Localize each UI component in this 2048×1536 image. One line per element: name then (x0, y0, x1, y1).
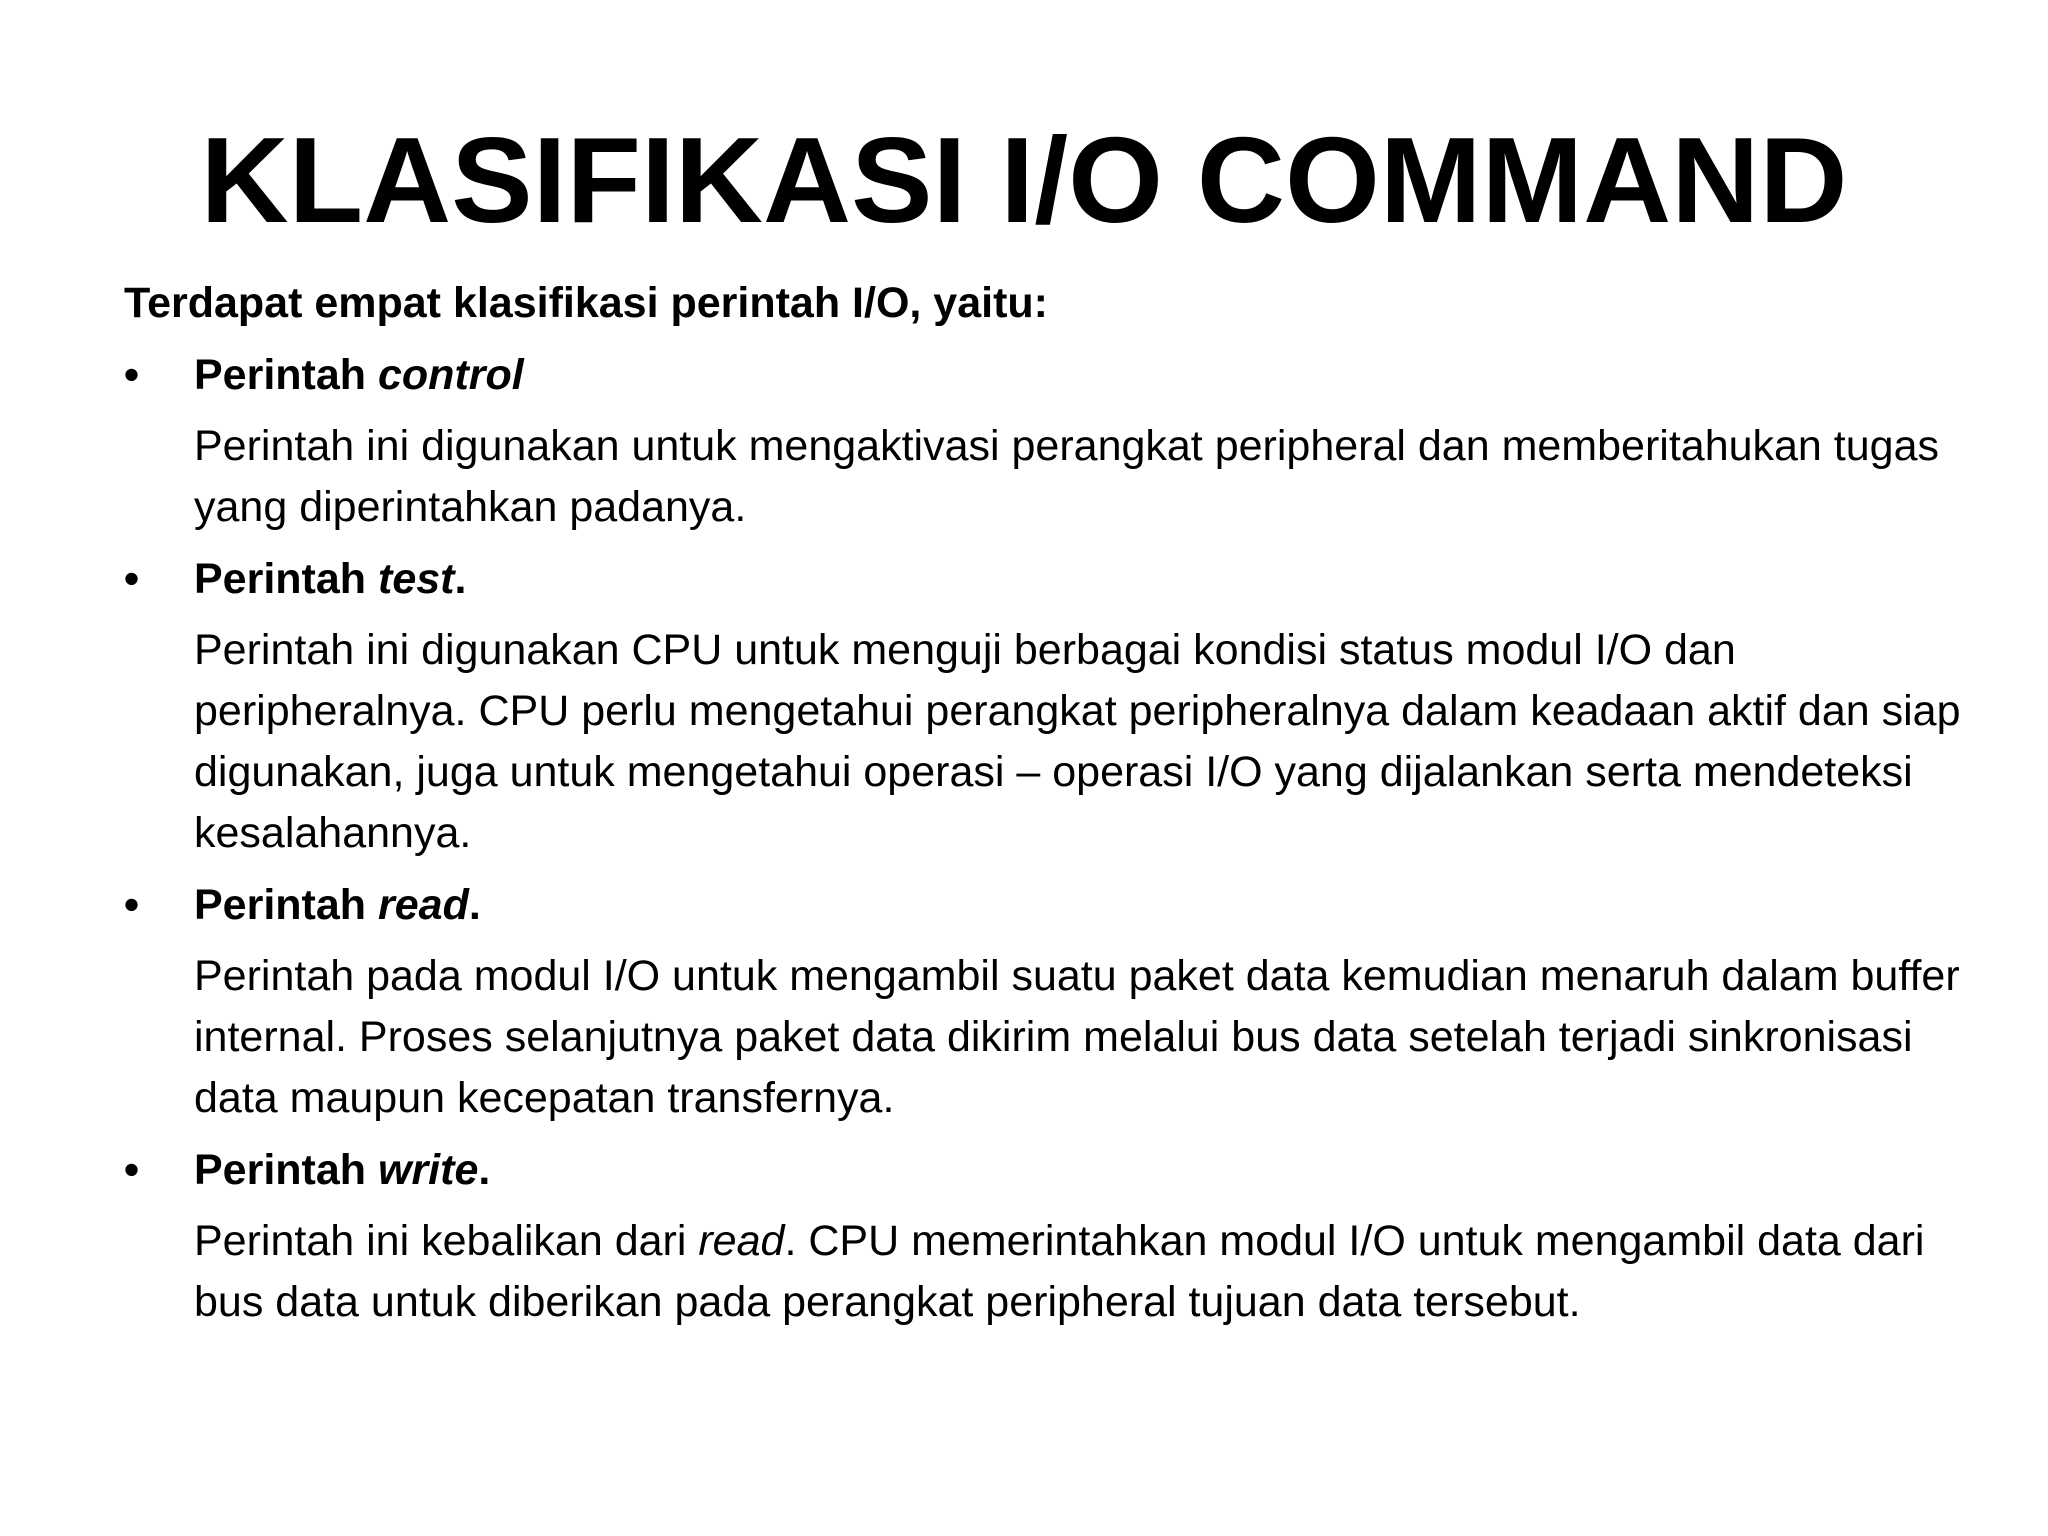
item-heading-prefix: Perintah (194, 1146, 378, 1194)
list-item-test (124, 548, 1964, 864)
item-description (194, 416, 1964, 538)
item-description-text: Perintah ini digunakan untuk mengaktivasi perangkat peripheral dan memberitahukan tugas yang diperintahkan padanya. (194, 422, 1939, 531)
bullet-icon: • (124, 1146, 140, 1194)
item-description-text: Perintah ini digunakan CPU untuk menguji berbagai kondisi status modul I/O dan peripheralnya. CPU perlu mengetahui perangkat peripheralnya dalam keadaan aktif dan siap digunakan, juga untuk mengetahui operasi – operasi I/O yang dijalankan serta mendeteksi kesalahannya. (194, 626, 1961, 857)
item-heading-suffix: . (454, 555, 467, 603)
item-heading-prefix: Perintah (194, 351, 378, 399)
slide-title: KLASIFIKASI I/O COMMAND (200, 112, 1848, 248)
item-heading-suffix: . (468, 881, 481, 929)
item-heading (194, 1139, 1964, 1201)
item-description (194, 620, 1964, 864)
bullet-icon: • (124, 881, 140, 929)
item-heading-term: control (378, 351, 524, 399)
item-heading-suffix: . (478, 1146, 491, 1194)
item-description-text: Perintah pada modul I/O untuk mengambil suatu paket data kemudian menaruh dalam buffer internal. Proses selanjutnya paket data dikirim melalui bus data setelah terjadi sinkronisasi data maupun kecepatan transfernya. (194, 952, 1960, 1122)
item-heading (194, 874, 1964, 936)
list-item-write (124, 1139, 1964, 1333)
bullet-icon: • (124, 555, 140, 603)
list-item-control (124, 344, 1964, 538)
item-heading-term: write (378, 1146, 479, 1194)
item-heading (194, 548, 1964, 610)
item-description-rest: . CPU memerintahkan modul I/O untuk mengambil data dari bus data untuk diberikan pada perangkat peripheral tujuan data tersebut. (194, 1217, 1925, 1326)
item-heading (194, 344, 1964, 406)
item-heading-prefix: Perintah (194, 555, 378, 603)
item-description-term: read (698, 1217, 785, 1265)
item-heading-term: read (378, 881, 469, 929)
item-heading-prefix: Perintah (194, 881, 378, 929)
item-description (194, 1211, 1964, 1333)
list-item-read (124, 874, 1964, 1129)
item-heading-term: test (378, 555, 455, 603)
item-description-text: Perintah ini kebalikan dari (194, 1217, 699, 1265)
bullet-icon: • (124, 351, 140, 399)
intro-text: Terdapat empat klasifikasi perintah I/O, yaitu: (124, 279, 1048, 327)
slide-body (124, 272, 1964, 1343)
item-description (194, 946, 1964, 1129)
